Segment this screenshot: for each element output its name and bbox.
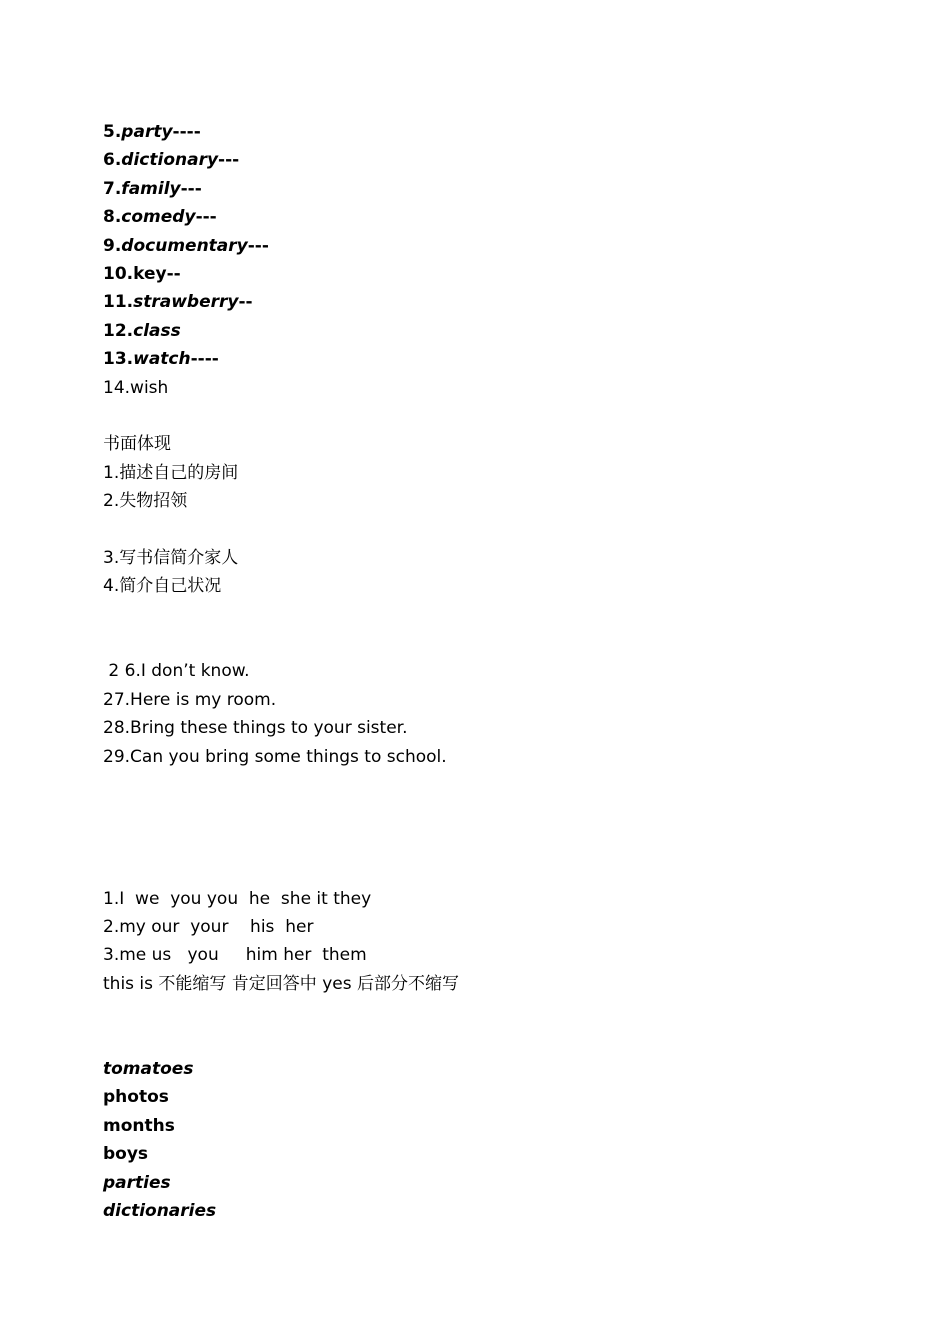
word-item: 12.class bbox=[103, 320, 181, 341]
word-list bbox=[103, 118, 863, 402]
plural-list bbox=[103, 1055, 863, 1225]
word-text: watch bbox=[133, 349, 191, 370]
word-item: 14.wish bbox=[103, 377, 169, 398]
plural-word: dictionaries bbox=[103, 1200, 217, 1221]
sentence: 2 6.I don’t know. bbox=[103, 661, 250, 682]
word-text: class bbox=[133, 320, 181, 341]
word-text: dictionary bbox=[121, 150, 219, 171]
word-item: 13.watch---- bbox=[103, 349, 219, 370]
word-text: party bbox=[121, 122, 173, 142]
plural-word: photos bbox=[103, 1087, 169, 1108]
document-page bbox=[103, 118, 863, 1225]
pronoun-row: 2.my our your his her bbox=[103, 916, 314, 937]
word-item: 8.comedy--- bbox=[103, 207, 217, 228]
word-item: 10.key-- bbox=[103, 263, 181, 284]
plural-word: months bbox=[103, 1115, 175, 1136]
section-heading: 书面体现 bbox=[103, 434, 171, 455]
word-item: 11.strawberry-- bbox=[103, 292, 253, 313]
word-text: documentary bbox=[121, 235, 248, 256]
list-item: 4.简介自己状况 bbox=[103, 576, 222, 597]
word-text: strawberry bbox=[133, 292, 239, 313]
sentence: 28.Bring these things to your sister. bbox=[103, 718, 408, 739]
list-item: 3.写书信简介家人 bbox=[103, 547, 239, 568]
pronoun-table bbox=[103, 885, 863, 999]
sentence: 27.Here is my room. bbox=[103, 689, 277, 710]
plural-word: tomatoes bbox=[103, 1058, 194, 1079]
list-item: 1.描述自己的房间 bbox=[103, 462, 239, 483]
writing-section bbox=[103, 430, 863, 600]
word-text: key bbox=[133, 263, 167, 284]
word-item: 6.dictionary--- bbox=[103, 150, 240, 171]
grammar-note: this is 不能缩写 肯定回答中 yes 后部分不缩写 bbox=[103, 973, 459, 994]
word-item: 9.documentary--- bbox=[103, 235, 269, 256]
pronoun-row: 1.I we you you he she it they bbox=[103, 888, 372, 909]
sentence-list bbox=[103, 657, 863, 771]
plural-word: boys bbox=[103, 1144, 149, 1165]
plural-word: parties bbox=[103, 1172, 171, 1193]
word-text: family bbox=[121, 178, 181, 199]
word-item: 7.family--- bbox=[103, 178, 202, 199]
word-text: comedy bbox=[121, 207, 196, 228]
pronoun-row: 3.me us you him her them bbox=[103, 945, 367, 966]
list-item: 2.失物招领 bbox=[103, 491, 188, 512]
word-item: 5.party---- bbox=[103, 122, 201, 142]
sentence: 29.Can you bring some things to school. bbox=[103, 746, 447, 767]
